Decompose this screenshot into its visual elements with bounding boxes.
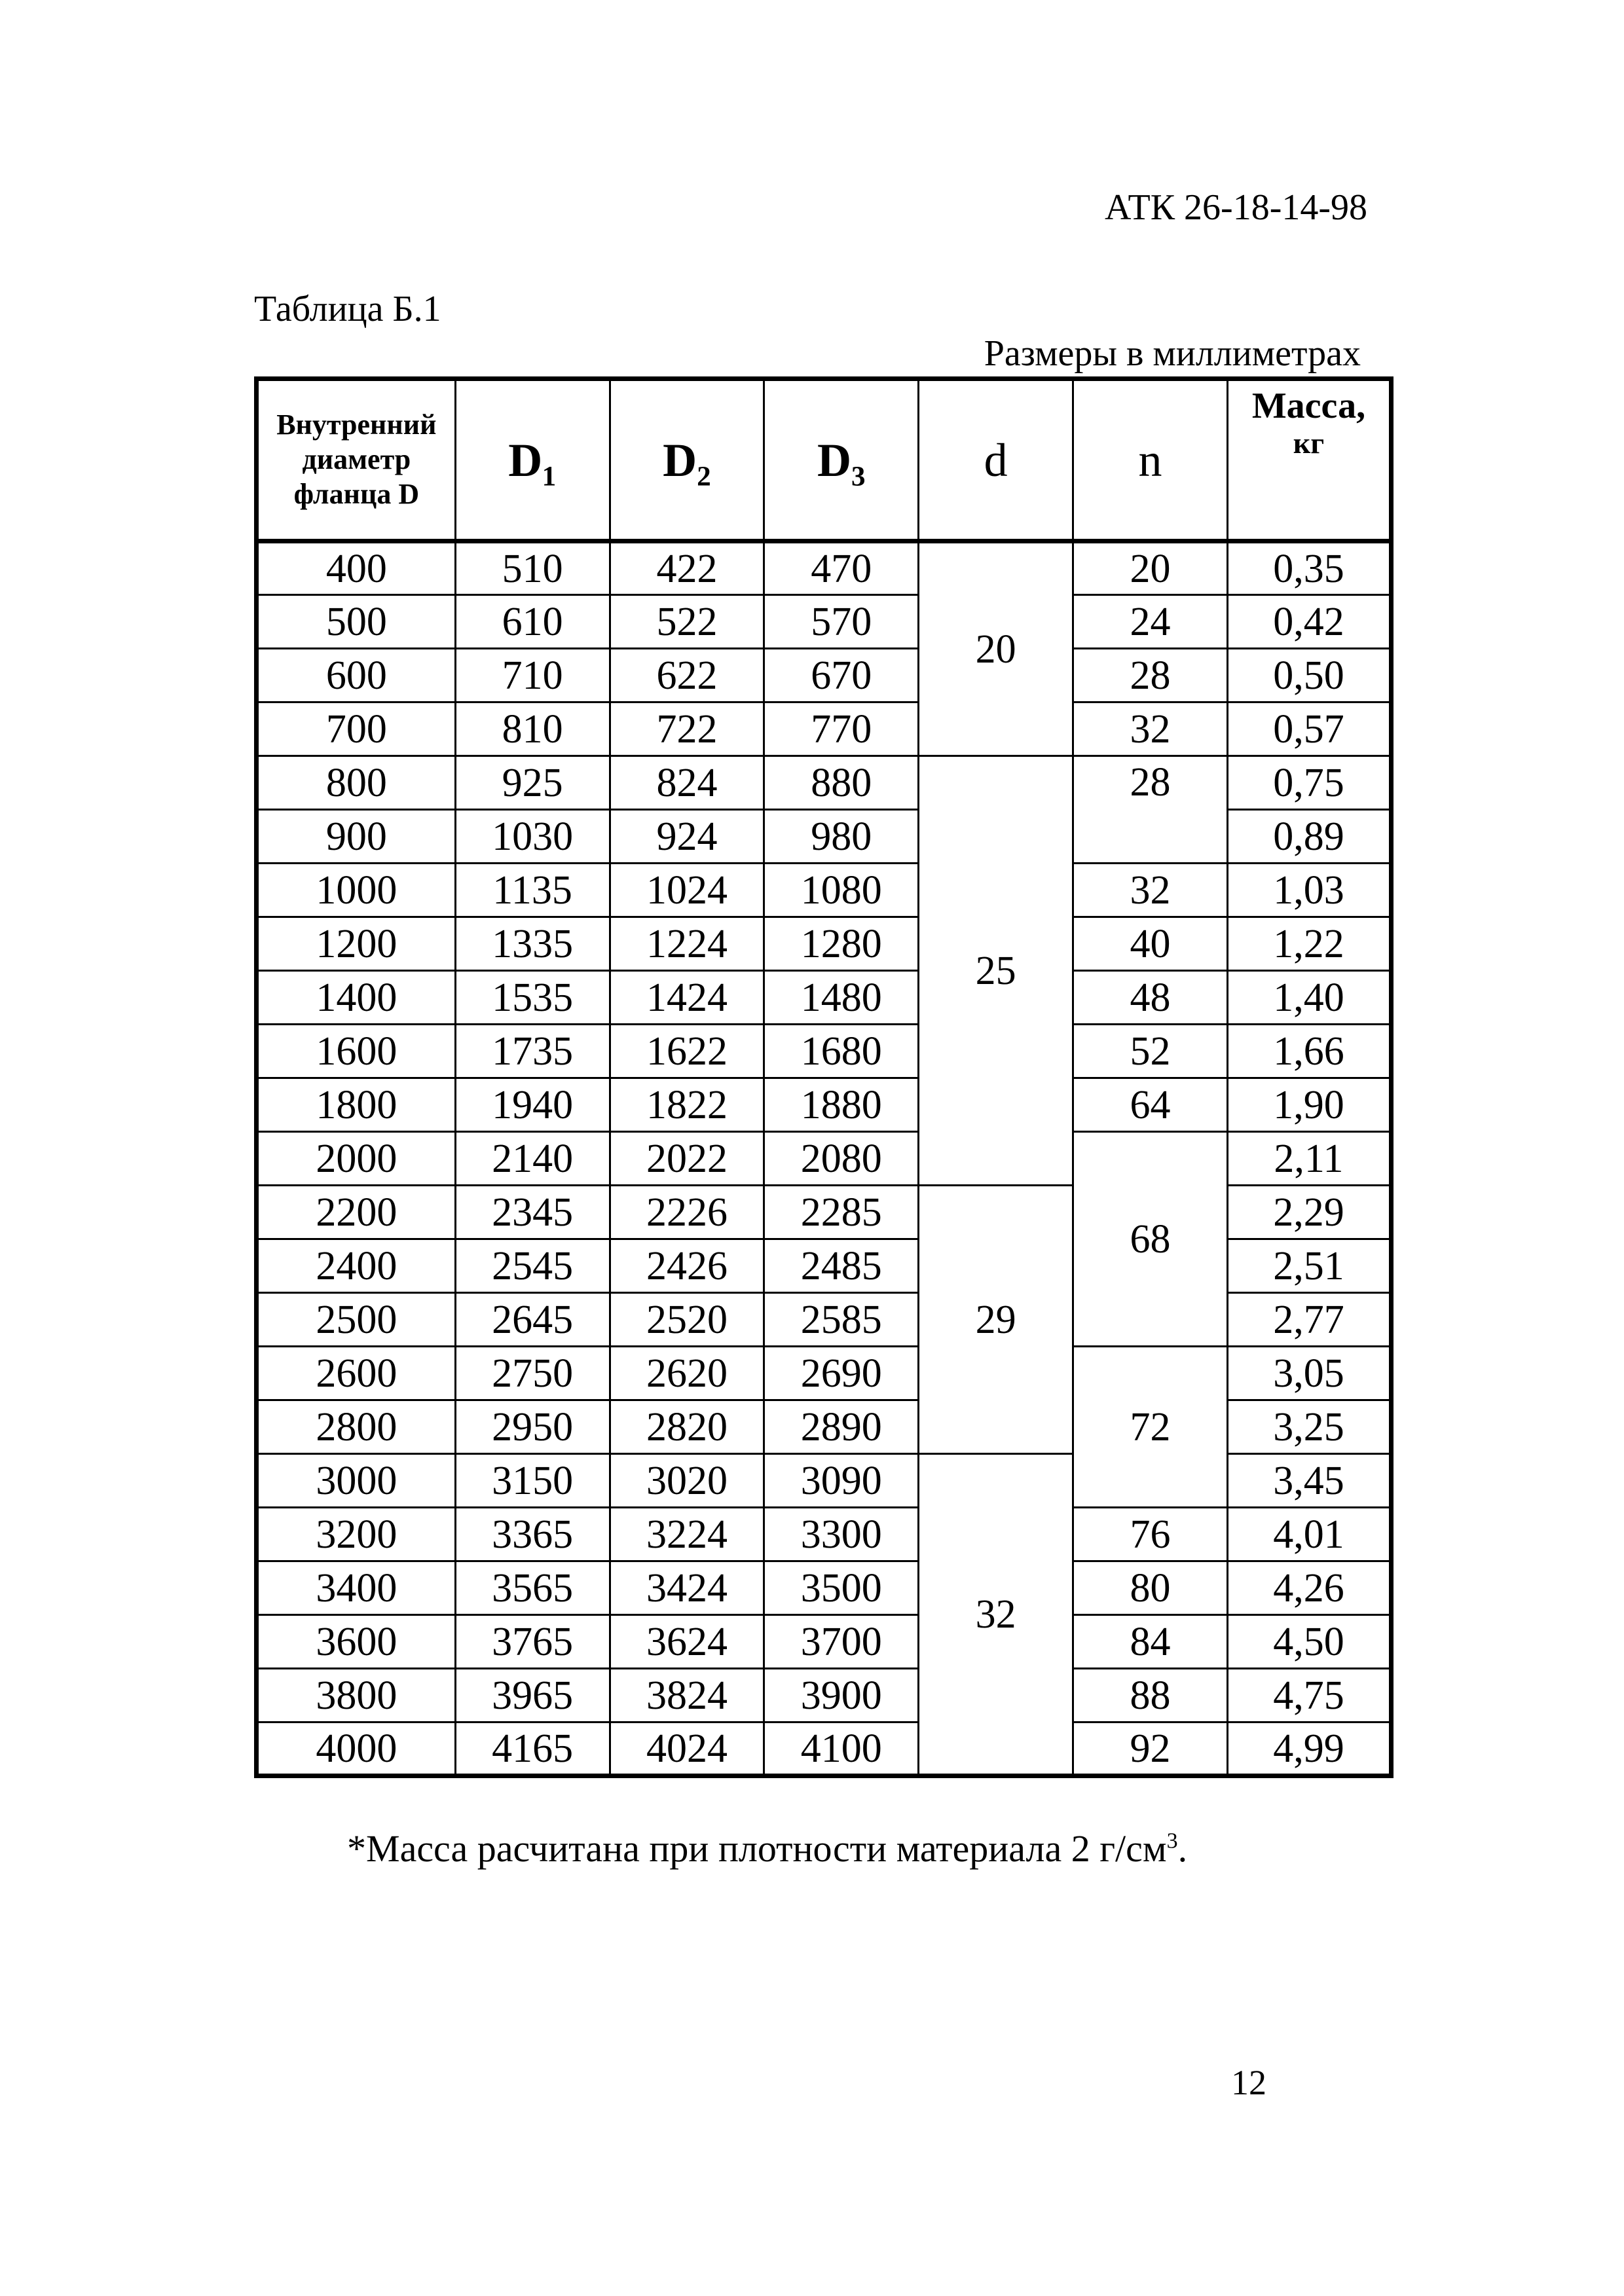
cell-inner-diameter: 600 <box>257 649 456 702</box>
units-note: Размеры в миллиметрах <box>984 333 1361 374</box>
cell-d3: 470 <box>764 541 919 595</box>
cell-d1: 3765 <box>455 1615 610 1669</box>
header-mass-label: Масса, <box>1251 386 1366 426</box>
table-row <box>257 917 1392 971</box>
cell-inner-diameter: 500 <box>257 595 456 649</box>
footnote-end: . <box>1177 1827 1188 1870</box>
cell-d2: 1024 <box>610 864 764 917</box>
table-row <box>257 702 1392 756</box>
cell-d3: 770 <box>764 702 919 756</box>
table-row <box>257 649 1392 702</box>
footnote-superscript: 3 <box>1166 1829 1178 1853</box>
cell-d2: 924 <box>610 810 764 864</box>
cell-n: 72 <box>1073 1347 1228 1508</box>
cell-n: 80 <box>1073 1561 1228 1615</box>
cell-mass: 2,51 <box>1227 1239 1391 1293</box>
cell-d1: 2645 <box>455 1293 610 1347</box>
cell-n: 64 <box>1073 1078 1228 1132</box>
table-row <box>257 756 1392 810</box>
cell-mass: 1,90 <box>1227 1078 1391 1132</box>
cell-mass: 1,66 <box>1227 1025 1391 1078</box>
cell-mass: 3,25 <box>1227 1400 1391 1454</box>
table-row <box>257 541 1392 595</box>
cell-d3: 980 <box>764 810 919 864</box>
cell-mass: 2,29 <box>1227 1186 1391 1239</box>
page-number: 12 <box>1231 2063 1266 2102</box>
cell-mass: 0,35 <box>1227 541 1391 595</box>
flange-dimensions-table <box>254 376 1393 1778</box>
table-row <box>257 1561 1392 1615</box>
cell-d2: 3424 <box>610 1561 764 1615</box>
cell-d3: 4100 <box>764 1722 919 1776</box>
cell-d2: 3624 <box>610 1615 764 1669</box>
cell-mass: 1,03 <box>1227 864 1391 917</box>
cell-mass: 0,57 <box>1227 702 1391 756</box>
cell-d3: 1880 <box>764 1078 919 1132</box>
cell-n: 28 <box>1073 756 1228 864</box>
header-d3: D₃ <box>764 379 919 541</box>
cell-d2: 2820 <box>610 1400 764 1454</box>
cell-d2: 1822 <box>610 1078 764 1132</box>
table-row <box>257 1025 1392 1078</box>
cell-inner-diameter: 2800 <box>257 1400 456 1454</box>
cell-d2: 3224 <box>610 1508 764 1561</box>
cell-mass: 3,45 <box>1227 1454 1391 1508</box>
cell-d1: 1030 <box>455 810 610 864</box>
cell-mass: 0,75 <box>1227 756 1391 810</box>
cell-n: 24 <box>1073 595 1228 649</box>
cell-mass: 1,40 <box>1227 971 1391 1025</box>
cell-d3: 880 <box>764 756 919 810</box>
cell-inner-diameter: 1400 <box>257 971 456 1025</box>
cell-d3: 3500 <box>764 1561 919 1615</box>
cell-d3: 1280 <box>764 917 919 971</box>
cell-d2: 1224 <box>610 917 764 971</box>
cell-d3: 2585 <box>764 1293 919 1347</box>
cell-inner-diameter: 1800 <box>257 1078 456 1132</box>
cell-inner-diameter: 2600 <box>257 1347 456 1400</box>
cell-d3: 3700 <box>764 1615 919 1669</box>
cell-inner-diameter: 3200 <box>257 1508 456 1561</box>
cell-n: 68 <box>1073 1132 1228 1347</box>
cell-inner-diameter: 2200 <box>257 1186 456 1239</box>
cell-inner-diameter: 3400 <box>257 1561 456 1615</box>
cell-d2: 422 <box>610 541 764 595</box>
cell-n: 28 <box>1073 649 1228 702</box>
cell-d2: 3824 <box>610 1669 764 1722</box>
cell-d3: 1680 <box>764 1025 919 1078</box>
header-n: n <box>1073 379 1228 541</box>
cell-inner-diameter: 4000 <box>257 1722 456 1776</box>
cell-d2: 722 <box>610 702 764 756</box>
cell-n: 52 <box>1073 1025 1228 1078</box>
cell-mass: 3,05 <box>1227 1347 1391 1400</box>
table-row <box>257 1347 1392 1400</box>
cell-d1: 610 <box>455 595 610 649</box>
cell-d1: 1940 <box>455 1078 610 1132</box>
cell-d1: 2345 <box>455 1186 610 1239</box>
cell-d3: 670 <box>764 649 919 702</box>
cell-n: 92 <box>1073 1722 1228 1776</box>
cell-n: 32 <box>1073 702 1228 756</box>
cell-d3: 3900 <box>764 1669 919 1722</box>
cell-d2: 1622 <box>610 1025 764 1078</box>
table-row <box>257 1508 1392 1561</box>
cell-inner-diameter: 700 <box>257 702 456 756</box>
cell-inner-diameter: 3600 <box>257 1615 456 1669</box>
cell-inner-diameter: 3000 <box>257 1454 456 1508</box>
header-mass <box>1227 379 1391 541</box>
cell-inner-diameter: 800 <box>257 756 456 810</box>
cell-d: 25 <box>919 756 1073 1186</box>
cell-d1: 2545 <box>455 1239 610 1293</box>
cell-d: 20 <box>919 541 1073 756</box>
cell-d1: 710 <box>455 649 610 702</box>
cell-n: 84 <box>1073 1615 1228 1669</box>
cell-mass: 2,77 <box>1227 1293 1391 1347</box>
cell-d1: 3565 <box>455 1561 610 1615</box>
cell-d1: 510 <box>455 541 610 595</box>
cell-d2: 2022 <box>610 1132 764 1186</box>
document-code: АТК 26-18-14-98 <box>1104 187 1367 228</box>
cell-d2: 3020 <box>610 1454 764 1508</box>
cell-d1: 2950 <box>455 1400 610 1454</box>
cell-d3: 2285 <box>764 1186 919 1239</box>
table-title: Таблица Б.1 <box>254 289 441 329</box>
cell-mass: 4,75 <box>1227 1669 1391 1722</box>
cell-n: 88 <box>1073 1669 1228 1722</box>
cell-d2: 622 <box>610 649 764 702</box>
cell-d1: 1135 <box>455 864 610 917</box>
cell-d2: 522 <box>610 595 764 649</box>
cell-d3: 2690 <box>764 1347 919 1400</box>
cell-d2: 4024 <box>610 1722 764 1776</box>
cell-d2: 824 <box>610 756 764 810</box>
cell-mass: 4,99 <box>1227 1722 1391 1776</box>
cell-inner-diameter: 2500 <box>257 1293 456 1347</box>
cell-d3: 1480 <box>764 971 919 1025</box>
header-d1: D₁ <box>455 379 610 541</box>
header-mass-unit: кг <box>1293 426 1325 460</box>
table-row <box>257 1132 1392 1186</box>
cell-inner-diameter: 400 <box>257 541 456 595</box>
table-row <box>257 595 1392 649</box>
cell-d2: 1424 <box>610 971 764 1025</box>
cell-n: 40 <box>1073 917 1228 971</box>
cell-inner-diameter: 1200 <box>257 917 456 971</box>
cell-d2: 2620 <box>610 1347 764 1400</box>
cell-d1: 3365 <box>455 1508 610 1561</box>
cell-d3: 2080 <box>764 1132 919 1186</box>
cell-d1: 2140 <box>455 1132 610 1186</box>
cell-d3: 3300 <box>764 1508 919 1561</box>
cell-d3: 3090 <box>764 1454 919 1508</box>
cell-d1: 1535 <box>455 971 610 1025</box>
table-row <box>257 971 1392 1025</box>
cell-mass: 0,42 <box>1227 595 1391 649</box>
cell-mass: 4,50 <box>1227 1615 1391 1669</box>
cell-mass: 0,50 <box>1227 649 1391 702</box>
footnote-text: *Масса расчитана при плотности материала 2 г/см <box>347 1827 1167 1870</box>
cell-d1: 3965 <box>455 1669 610 1722</box>
table-header-row <box>257 379 1392 541</box>
cell-n: 76 <box>1073 1508 1228 1561</box>
cell-d: 32 <box>919 1454 1073 1776</box>
cell-d1: 1335 <box>455 917 610 971</box>
cell-n: 32 <box>1073 864 1228 917</box>
cell-inner-diameter: 3800 <box>257 1669 456 1722</box>
table-row <box>257 1078 1392 1132</box>
cell-n: 20 <box>1073 541 1228 595</box>
table-row <box>257 1722 1392 1776</box>
cell-d1: 925 <box>455 756 610 810</box>
cell-inner-diameter: 2400 <box>257 1239 456 1293</box>
cell-inner-diameter: 1000 <box>257 864 456 917</box>
header-d: d <box>919 379 1073 541</box>
table-row <box>257 1669 1392 1722</box>
cell-d: 29 <box>919 1186 1073 1454</box>
cell-mass: 2,11 <box>1227 1132 1391 1186</box>
cell-d1: 1735 <box>455 1025 610 1078</box>
cell-d1: 810 <box>455 702 610 756</box>
cell-d1: 4165 <box>455 1722 610 1776</box>
table-row <box>257 1615 1392 1669</box>
cell-inner-diameter: 1600 <box>257 1025 456 1078</box>
cell-d2: 2520 <box>610 1293 764 1347</box>
cell-mass: 1,22 <box>1227 917 1391 971</box>
cell-mass: 4,01 <box>1227 1508 1391 1561</box>
header-d2: D₂ <box>610 379 764 541</box>
cell-d2: 2426 <box>610 1239 764 1293</box>
cell-d3: 2485 <box>764 1239 919 1293</box>
cell-d3: 1080 <box>764 864 919 917</box>
header-inner-diameter: Внутренний диаметр фланца D <box>257 379 456 541</box>
cell-mass: 0,89 <box>1227 810 1391 864</box>
cell-inner-diameter: 900 <box>257 810 456 864</box>
table-body <box>257 541 1392 1776</box>
cell-n: 48 <box>1073 971 1228 1025</box>
cell-inner-diameter: 2000 <box>257 1132 456 1186</box>
cell-d1: 3150 <box>455 1454 610 1508</box>
table-row <box>257 864 1392 917</box>
cell-d2: 2226 <box>610 1186 764 1239</box>
cell-d1: 2750 <box>455 1347 610 1400</box>
footnote <box>347 1827 1187 1870</box>
cell-d3: 570 <box>764 595 919 649</box>
cell-d3: 2890 <box>764 1400 919 1454</box>
cell-mass: 4,26 <box>1227 1561 1391 1615</box>
